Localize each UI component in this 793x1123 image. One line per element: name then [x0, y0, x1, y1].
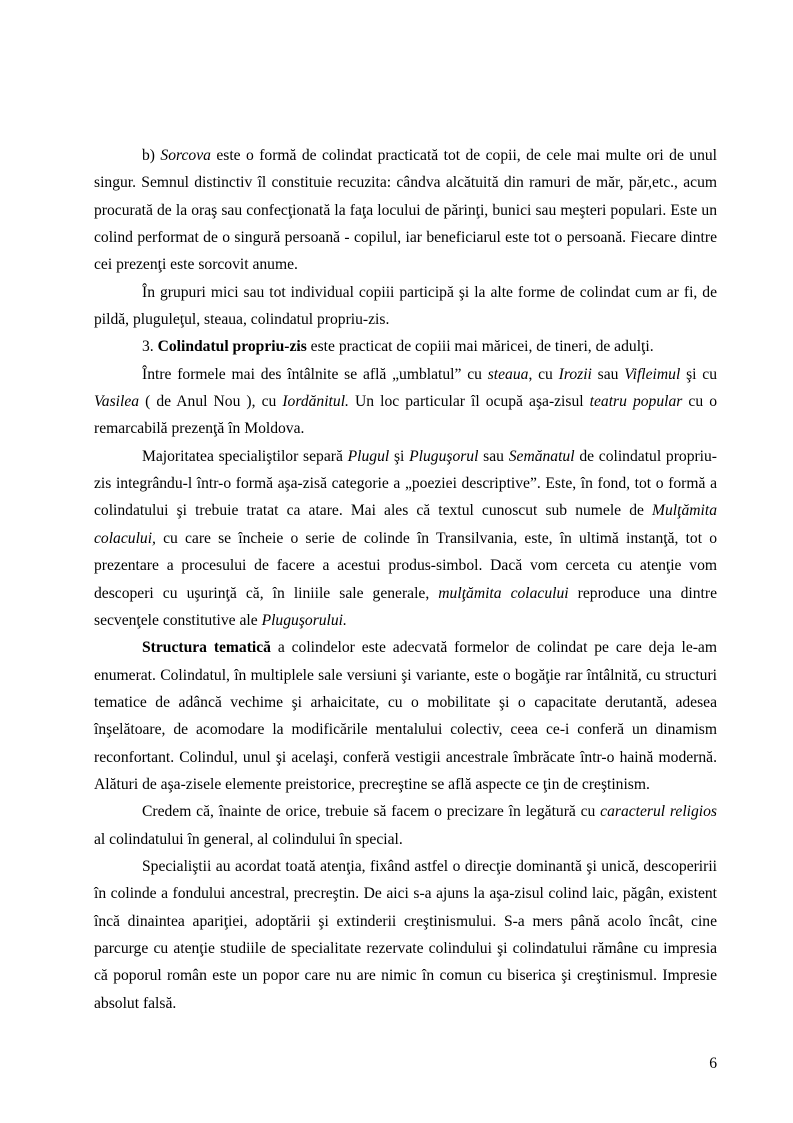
text-run: ( de Anul Nou ), cu: [139, 393, 283, 411]
text-run: este practicat de copiii mai măricei, de tineri, de adulţi.: [306, 338, 654, 356]
text-run: cu o remarcabilă prezenţă în Moldova.: [94, 393, 717, 438]
italic-text: Mulţămita colacului,: [94, 502, 717, 547]
italic-text: Vifleimul: [624, 365, 681, 383]
text-run: sau: [478, 447, 509, 465]
text-run: de colindatul propriu-zis integrându-l într-o formă aşa-zisă categorie a „poeziei descriptive”. Este, în fond, tot o formă a colindatului şi trebuie tratat ca atare. Mai ales că textul cunoscut sub numele de: [94, 447, 717, 520]
text-run: Între formele mai des întâlnite se află „umblatul” cu: [142, 365, 488, 383]
text-run: b): [142, 147, 161, 164]
text-run: şi cu: [680, 365, 717, 383]
text-run: este o formă de colindat practicată tot de copii, de cele mai multe ori de unul singur. Semnul distinctiv îl constituie recuzita: cândva alcătuită din ramuri de măr, păr,etc., acum procurată de la oraş sau confecţionată la faţa locului de părinţi, bunici sau meşteri populari. Este un colind performat de o singură persoană - copilul, iar beneficiarul este tot o persoană. Fiecare dintre cei prezenţi este sorcovit anume.: [94, 147, 718, 274]
text-run: , cu: [528, 365, 559, 383]
text-run: sau: [591, 365, 625, 383]
italic-text: Vasilea: [94, 393, 140, 411]
text-run: reproduce una dintre secvenţele constitutive ale: [94, 584, 717, 629]
italic-text: mulţămita colacului: [438, 584, 569, 602]
bold-text: Colindatul propriu-zis: [157, 338, 307, 356]
italic-text: Pluguşorul: [409, 447, 479, 465]
text-run: Un loc particular îl ocupă aşa-zisul: [348, 393, 590, 411]
paragraph-colindatul-propriu-zis: [94, 333, 717, 360]
paragraph-plugul: [94, 443, 717, 634]
text-run: Majoritatea specialiştilor separă: [142, 447, 348, 465]
paragraph-common-forms: [94, 361, 717, 443]
italic-text: teatru popular: [589, 393, 683, 411]
italic-text: Plugul: [347, 447, 390, 465]
text-run: 3.: [142, 338, 158, 356]
bold-text: Structura tematică: [142, 639, 271, 657]
paragraph-thematic-structure: [94, 634, 717, 798]
text-run: al colindatului în general, al colindului în special.: [94, 830, 403, 848]
text-run: şi: [389, 447, 410, 465]
italic-text: Semănatul: [508, 447, 575, 465]
italic-text: steaua: [487, 365, 529, 383]
text-run: În grupuri mici sau tot individual copiii participă şi la alte forme de colindat cum ar fi, de pildă, pluguleţul, steaua, colindatul propriu-zis.: [94, 283, 717, 329]
italic-text: Sorcova: [160, 147, 211, 164]
italic-text: Pluguşorului.: [261, 611, 347, 629]
paragraph-religious-character: [94, 798, 717, 853]
paragraph-sorcova: [94, 142, 717, 279]
text-run: cu care se încheie o serie de colinde în Transilvania, este, în ultimă instanţă, tot o prezentare a procesului de facere a acestui produs-simbol. Dacă vom cerceta cu atenţie vom descoperi cu uşurinţă că, în liniile sale generale,: [94, 529, 717, 602]
italic-text: caracterul religios: [600, 803, 717, 821]
body-text: [94, 142, 717, 1017]
italic-text: Irozii: [558, 365, 592, 383]
text-run: a colindelor este adecvată formelor de colindat pe care deja le-am enumerat. Colindatul, în multiplele sale versiuni şi variante, este o bogăţie rar întâlnită, cu structuri tematice de adâncă vechime şi arhaicitate, cu o mobilitate şi o capacitate derutantă, adesea înşelătoare, de acomodare la modificările mentalului colectiv, ceea ce-i conferă un dinamism reconfortant. Colindul, unul şi acelaşi, conferă vestigii ancestrale îmbrăcate într-o haină modernă. Alături de aşa-zisele elemente preistorice, precreştine se află aspecte ce ţin de creştinism.: [94, 639, 717, 793]
paragraph-small-groups: [94, 279, 717, 334]
italic-text: Iordănitul.: [282, 393, 349, 411]
text-run: Specialiştii au acordat toată atenţia, fixând astfel o direcţie dominantă şi unică, descoperirii în colinde a fondului ancestral, precreştin. De aici s-a ajuns la aşa-zisul colind laic, păgân, existent încă dinaintea apariţiei, adoptării şi extinderii creştinismului. S-a mers până acolo încât, cine parcurge cu atenţie studiile de specialitate rezervate colindului şi colindatului rămâne cu impresia că poporul român este un popor care nu are nimic în comun cu biserica şi creştinismul. Impresie absolut falsă.: [94, 857, 717, 1012]
page-number: 6: [709, 1055, 717, 1072]
text-run: Credem că, înainte de orice, trebuie să facem o precizare în legătură cu: [142, 803, 601, 821]
paragraph-specialists: [94, 853, 717, 1017]
